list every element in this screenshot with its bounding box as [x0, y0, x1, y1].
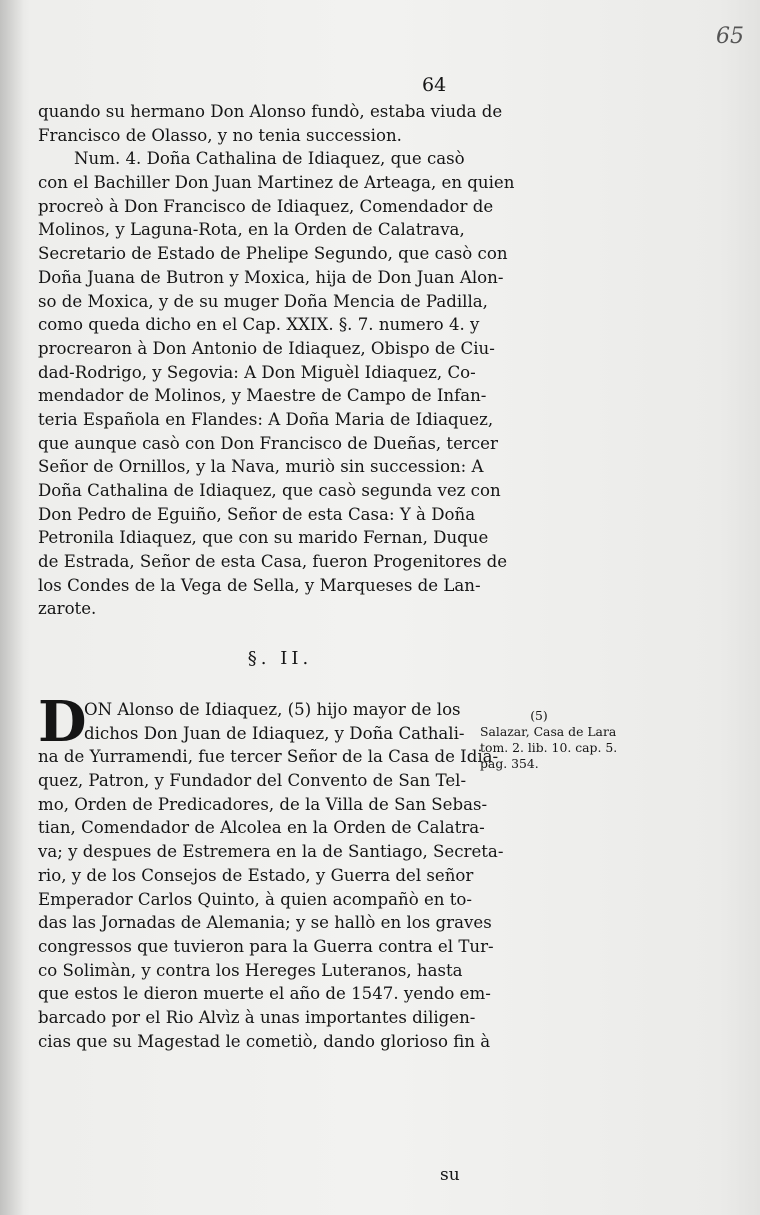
text-line: dad-Rodrigo, y Segovia: A Don Miguèl Idiaquez, Co-: [38, 362, 476, 382]
text-line: Doña Juana de Butron y Moxica, hija de Don Juan Alon-: [38, 267, 504, 287]
text-line: va; y despues de Estremera en la de Santiago, Secreta-: [38, 842, 504, 862]
text-line: ON Alonso de Idiaquez, (5) hijo mayor de los: [84, 700, 461, 719]
text-line: na de Yurramendi, fue tercer Señor de la Casa de Idia-: [38, 747, 499, 767]
drop-capital: D: [38, 689, 87, 755]
note-line: pag. 354.: [480, 756, 539, 771]
text-line: Num. 4. Doña Cathalina de Idiaquez, que casò: [74, 149, 465, 169]
text-line: que aunque casò con Don Francisco de Dueñas, tercer: [38, 433, 498, 453]
main-text-bottom: [38, 698, 504, 1053]
text-line: mendador de Molinos, y Maestre de Campo de Infan-: [38, 386, 487, 406]
text-line: Francisco de Olasso, y no tenia succession.: [38, 125, 402, 145]
text-line: Doña Cathalina de Idiaquez, que casò segunda vez con: [38, 481, 501, 500]
page-number: 64: [422, 74, 447, 96]
text-line: mo, Orden de Predicadores, de la Villa de San Sebas-: [38, 794, 488, 814]
catchword: su: [440, 1165, 460, 1185]
text-line: los Condes de la Vega de Sella, y Marqueses de Lan-: [38, 575, 481, 595]
text-line: tian, Comendador de Alcolea en la Orden de Calatra-: [38, 818, 485, 838]
handwritten-folio-number: 65: [716, 24, 744, 49]
text-line: Señor de Ornillos, y la Nava, muriò sin succession: A: [38, 457, 484, 477]
note-line: Salazar, Casa de Lara: [480, 724, 617, 739]
text-line: teria Española en Flandes: A Doña Maria de Idiaquez,: [38, 409, 494, 429]
note-reference: (5): [530, 708, 548, 723]
text-line: barcado por el Rio Alvìz à unas importantes diligen-: [38, 1007, 476, 1027]
binding-shadow: [0, 0, 24, 1215]
text-line: Don Pedro de Eguiño, Señor de esta Casa: Y à Doña: [38, 504, 476, 524]
text-line: procreò à Don Francisco de Idiaquez, Comendador de: [38, 196, 494, 216]
text-line: so de Moxica, y de su muger Doña Mencia de Padilla,: [38, 291, 488, 311]
main-text-top: [38, 100, 515, 621]
text-line: cias que su Magestad le cometiò, dando glorioso fin à: [38, 1031, 491, 1051]
text-line: de Estrada, Señor de esta Casa, fueron Progenitores de: [38, 552, 508, 572]
text-line: quando su hermano Don Alonso fundò, estaba viuda de: [38, 102, 503, 121]
text-line: zarote.: [38, 599, 97, 619]
text-line: Emperador Carlos Quinto, à quien acompañò en to-: [38, 889, 473, 909]
text-line: Secretario de Estado de Phelipe Segundo, que casò con: [38, 244, 508, 264]
section-heading: §. II.: [247, 648, 313, 669]
text-line: rio, y de los Consejos de Estado, y Guerra del señor: [38, 865, 474, 885]
note-line: tom. 2. lib. 10. cap. 5.: [480, 740, 618, 755]
text-line: das las Jornadas de Alemania; y se hallò en los graves: [38, 913, 492, 933]
text-line: congressos que tuvieron para la Guerra contra el Tur-: [38, 936, 494, 956]
text-line: dichos Don Juan de Idiaquez, y Doña Cathali-: [84, 723, 465, 743]
text-line: como queda dicho en el Cap. XXIX. §. 7. numero 4. y: [38, 315, 480, 335]
text-line: Petronila Idiaquez, que con su marido Fernan, Duque: [38, 528, 489, 548]
text-line: que estos le dieron muerte el año de 1547. yendo em-: [38, 984, 491, 1004]
text-line: con el Bachiller Don Juan Martinez de Arteaga, en quien: [38, 173, 515, 193]
text-line: quez, Patron, y Fundador del Convento de San Tel-: [38, 771, 467, 791]
marginal-note: [480, 708, 648, 772]
text-line: procrearon à Don Antonio de Idiaquez, Obispo de Ciu-: [38, 338, 495, 358]
text-line: co Solimàn, y contra los Hereges Luteranos, hasta: [38, 960, 463, 980]
text-line: Molinos, y Laguna-Rota, en la Orden de Calatrava,: [38, 220, 465, 240]
